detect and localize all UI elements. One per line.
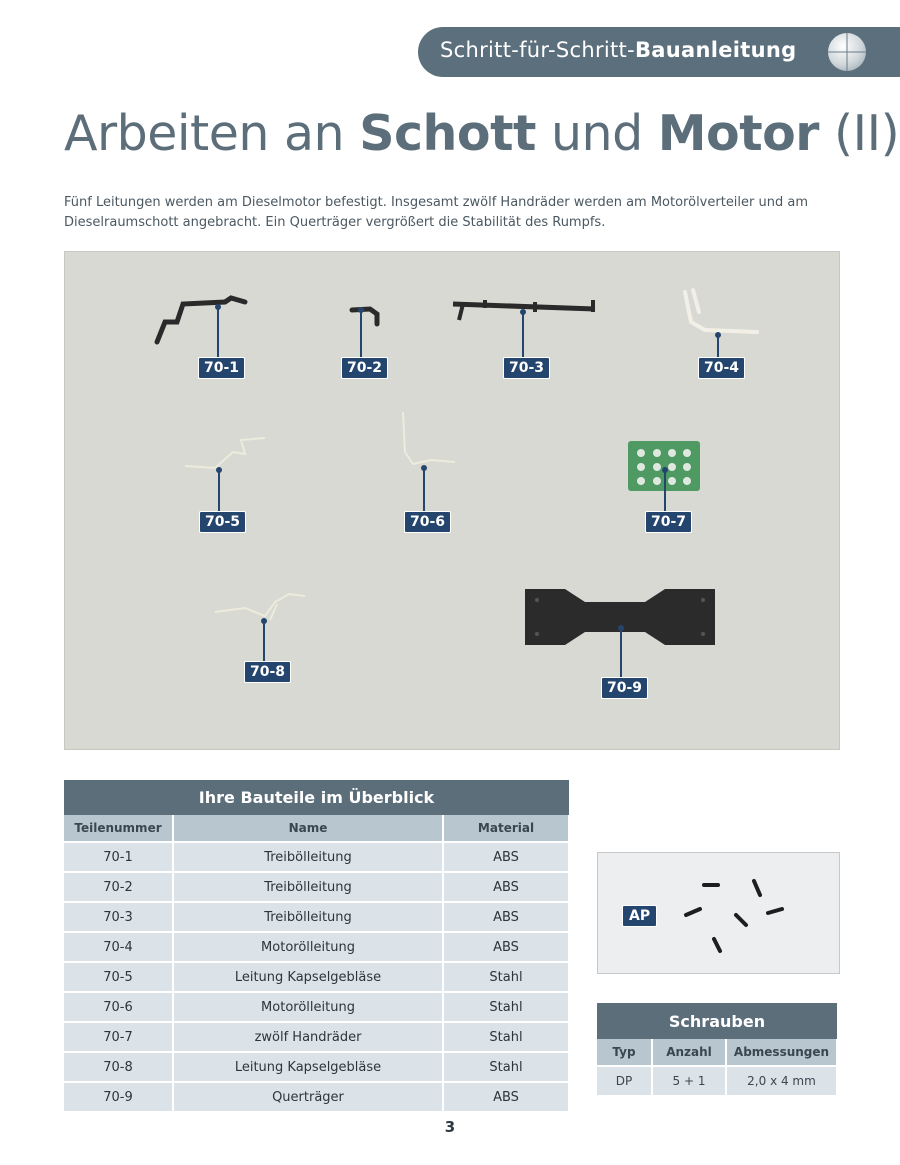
cell-part-number: 70-5: [64, 962, 173, 992]
banner-title: [440, 38, 796, 62]
table-row: [64, 962, 569, 992]
cell-name: Motorölleitung: [173, 932, 443, 962]
table-row: [64, 1022, 569, 1052]
part-70-5-image: [185, 438, 265, 468]
cell-name: Treibölleitung: [173, 872, 443, 902]
cell-type: DP: [597, 1066, 652, 1095]
column-header: Typ: [597, 1039, 652, 1066]
parts-table-title: Ihre Bauteile im Überblick: [64, 780, 569, 815]
cell-name: zwölf Handräder: [173, 1022, 443, 1052]
title-bold-2: Motor: [657, 105, 819, 162]
table-row: [64, 872, 569, 902]
table-row: [64, 1052, 569, 1082]
cell-material: Stahl: [443, 1022, 569, 1052]
part-label: 70-7: [645, 511, 692, 533]
part-70-2-image: [352, 309, 377, 324]
cell-name: Querträger: [173, 1082, 443, 1111]
column-header: Teilenummer: [64, 815, 173, 842]
parts-overview-table: [64, 780, 570, 1111]
cell-part-number: 70-4: [64, 932, 173, 962]
cell-part-number: 70-8: [64, 1052, 173, 1082]
cell-part-number: 70-2: [64, 872, 173, 902]
column-header: Name: [173, 815, 443, 842]
cell-name: Leitung Kapselgebläse: [173, 962, 443, 992]
part-70-1-image: [157, 298, 245, 342]
header-banner: [418, 27, 900, 77]
cell-count: 5 + 1: [652, 1066, 726, 1095]
cell-material: ABS: [443, 872, 569, 902]
part-label: 70-4: [698, 357, 745, 379]
cell-material: ABS: [443, 1082, 569, 1111]
table-row: [64, 992, 569, 1022]
table-row: [64, 932, 569, 962]
part-label: 70-8: [244, 661, 291, 683]
part-70-4-image: [685, 290, 757, 332]
cell-name: Motorölleitung: [173, 992, 443, 1022]
cell-material: ABS: [443, 842, 569, 872]
screw-set-label: AP: [622, 905, 657, 927]
part-label: 70-6: [404, 511, 451, 533]
cell-material: ABS: [443, 902, 569, 932]
table-row: [597, 1066, 837, 1095]
column-header: Anzahl: [652, 1039, 726, 1066]
cell-material: Stahl: [443, 1052, 569, 1082]
table-row: [64, 842, 569, 872]
cell-name: Leitung Kapselgebläse: [173, 1052, 443, 1082]
cell-part-number: 70-3: [64, 902, 173, 932]
part-label: 70-2: [341, 357, 388, 379]
cell-dimensions: 2,0 x 4 mm: [726, 1066, 837, 1095]
page-title: [64, 105, 899, 162]
page-number: 3: [444, 1118, 456, 1136]
cell-material: Stahl: [443, 962, 569, 992]
cell-material: ABS: [443, 932, 569, 962]
title-part-3: (II): [818, 105, 900, 162]
part-label: 70-3: [503, 357, 550, 379]
part-label: 70-1: [198, 357, 245, 379]
screws-table: [597, 1003, 838, 1095]
screws-table-title: Schrauben: [597, 1003, 837, 1039]
globe-icon: [828, 33, 866, 71]
screws-photo: [597, 852, 840, 974]
cell-material: Stahl: [443, 992, 569, 1022]
title-part-1: Arbeiten an: [64, 105, 360, 162]
part-70-8-image: [215, 594, 305, 620]
parts-photo: [64, 251, 840, 750]
cell-part-number: 70-6: [64, 992, 173, 1022]
cell-name: Treibölleitung: [173, 902, 443, 932]
banner-title-bold: Bauanleitung: [634, 38, 797, 62]
title-part-2: und: [535, 105, 658, 162]
part-70-3-image: [453, 304, 595, 309]
part-70-6-image: [403, 412, 455, 464]
screws-drawing: [598, 853, 839, 973]
cell-name: Treibölleitung: [173, 842, 443, 872]
part-label: 70-5: [199, 511, 246, 533]
cell-part-number: 70-9: [64, 1082, 173, 1111]
cell-part-number: 70-1: [64, 842, 173, 872]
banner-title-light: Schritt-für-Schritt-: [440, 38, 635, 62]
column-header: Material: [443, 815, 569, 842]
title-bold-1: Schott: [359, 105, 536, 162]
table-row: [64, 902, 569, 932]
parts-drawing: [65, 252, 839, 749]
column-header: Abmessungen: [726, 1039, 837, 1066]
part-label: 70-9: [601, 677, 648, 699]
cell-part-number: 70-7: [64, 1022, 173, 1052]
table-row: [64, 1082, 569, 1111]
intro-text: Fünf Leitungen werden am Dieselmotor befestigt. Insgesamt zwölf Handräder werden am Motorölverteiler und am Dieselraumschott angebracht. Ein Querträger vergrößert die Stabilität des Rumpfs.: [64, 195, 809, 230]
